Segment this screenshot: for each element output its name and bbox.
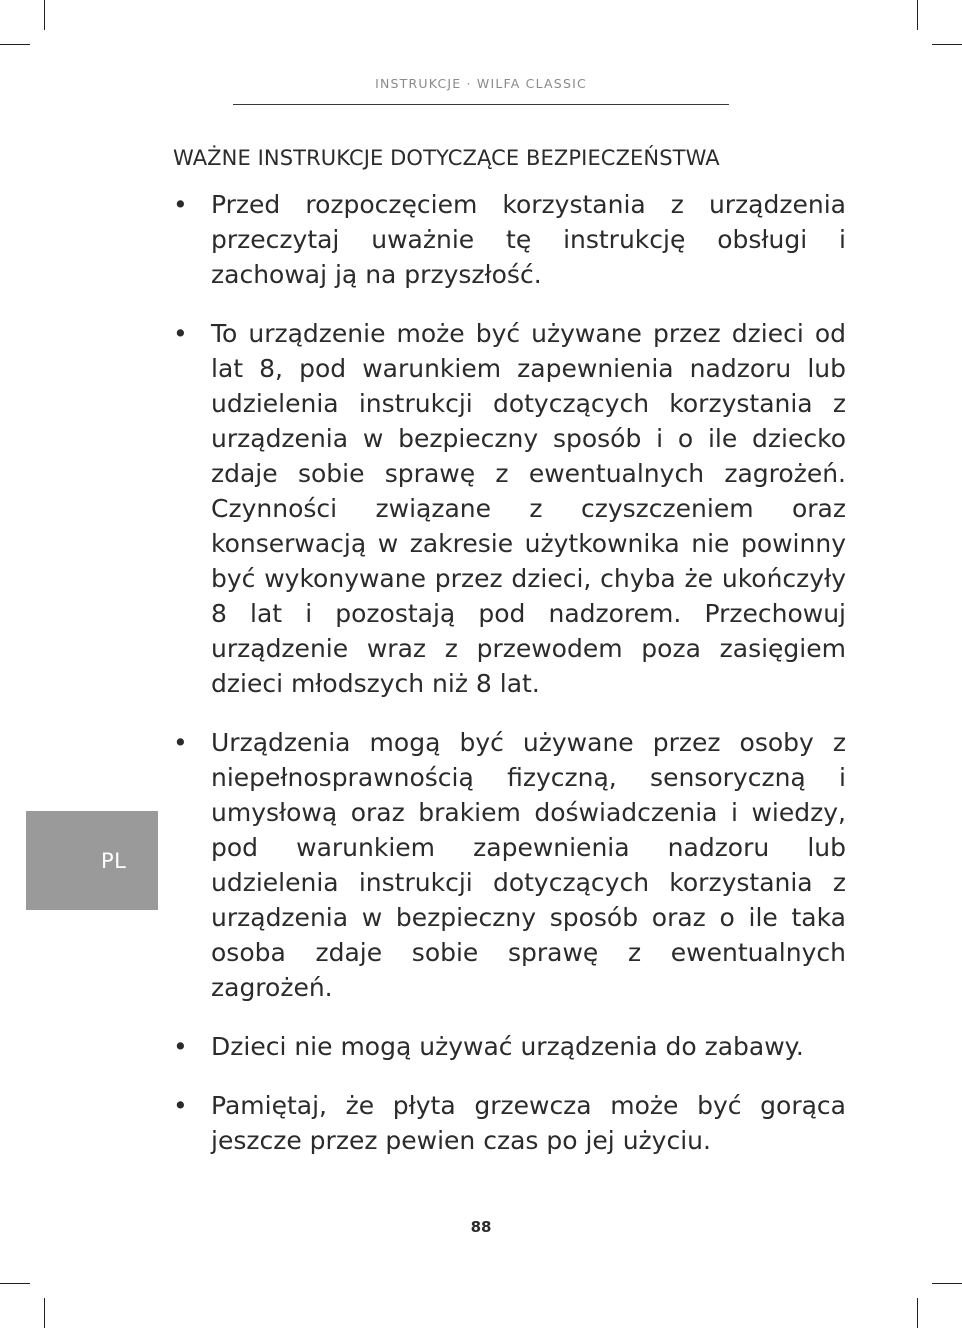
crop-mark-top-left-horizontal <box>0 44 30 45</box>
list-item-text: Dzieci nie mogą używać urządzenia do zabawy. <box>211 1032 804 1061</box>
list-item-text: To urządzenie może być używane przez dzieci od lat 8, pod warunkiem zapewnienia nadzoru lub udzielenia instrukcji dotyczących korzystania z urządzenia w bezpieczny sposób i o ile dziecko zdaje sobie sprawę z ewentualnych zagrożeń. Czynności związane z czyszczeniem oraz konserwacją w zakresie użytkownika nie powinny być wykonywane przez dzieci, chyba że ukończyły 8 lat i pozostają pod nadzorem. Przechowuj urządzenie wraz z przewodem poza zasięgiem dzieci młodszych niż 8 lat. <box>211 319 846 698</box>
list-item <box>173 316 846 701</box>
crop-mark-bottom-right-horizontal <box>932 1283 962 1284</box>
list-item <box>173 187 846 292</box>
safety-instructions-list <box>173 187 846 1182</box>
bullet-icon: • <box>173 728 188 757</box>
list-item-text: Pamiętaj, że płyta grzewcza może być gorąca jeszcze przez pewien czas po jej użyciu. <box>211 1091 846 1155</box>
crop-mark-top-right-horizontal <box>932 44 962 45</box>
language-tab <box>26 811 158 910</box>
list-item-text: Urządzenia mogą być używane przez osoby z niepełnosprawnością fizyczną, sensoryczną i umysłową oraz brakiem doświadczenia i wiedzy, pod warunkiem zapewnienia nadzoru lub udzielenia instrukcji dotyczących korzystania z urządzenia w bezpieczny sposób oraz o ile taka osoba zdaje sobie sprawę z ewentualnych zagrożeń. <box>211 728 846 1002</box>
language-tab-label: PL <box>101 849 127 873</box>
page-number: 88 <box>470 1218 492 1236</box>
crop-mark-top-left-vertical <box>44 0 45 30</box>
crop-mark-top-right-vertical <box>917 0 918 30</box>
bullet-icon: • <box>173 1091 188 1120</box>
bullet-icon: • <box>173 1032 188 1061</box>
crop-mark-bottom-left-horizontal <box>0 1283 30 1284</box>
crop-mark-bottom-left-vertical <box>44 1298 45 1328</box>
bullet-icon: • <box>173 190 188 219</box>
running-header: INSTRUKCJE · WILFA CLASSIC <box>375 76 587 91</box>
bullet-icon: • <box>173 319 188 348</box>
list-item-text: Przed rozpoczęciem korzystania z urządzenia przeczytaj uważnie tę instrukcję obsługi i zachowaj ją na przyszłość. <box>211 190 846 289</box>
list-item <box>173 1029 846 1064</box>
list-item <box>173 725 846 1005</box>
list-item <box>173 1088 846 1158</box>
crop-mark-bottom-right-vertical <box>917 1298 918 1328</box>
section-title: WAŻNE INSTRUKCJE DOTYCZĄCE BEZPIECZEŃSTWA <box>173 146 720 170</box>
header-rule <box>233 104 729 105</box>
